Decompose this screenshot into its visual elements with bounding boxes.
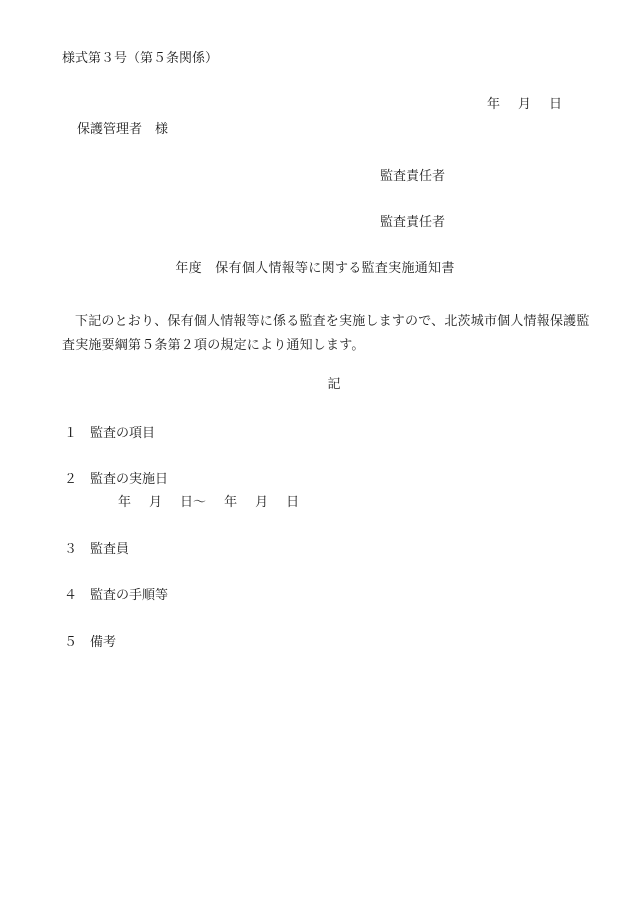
period-start-month: 月 <box>149 495 163 510</box>
form-number: 様式第３号（第５条関係） <box>62 51 219 66</box>
item-number: １ <box>64 426 78 441</box>
item-audit-date <box>64 473 168 486</box>
item-auditors <box>64 543 129 556</box>
body-text: 下記のとおり、保有個人情報等に係る監査を実施しますので、北茨城市個人情報保護監査実施要綱第５条第２項の規定により通知します。 <box>62 314 590 353</box>
period-start-day: 日 <box>180 495 194 510</box>
period-end-month: 月 <box>255 495 269 510</box>
period-end-year: 年 <box>224 495 238 510</box>
auditor-label-2: 監査責任者 <box>380 215 446 230</box>
date-year: 年 <box>487 97 501 112</box>
item-label: 監査の実施日 <box>90 472 169 487</box>
period-tilde: ～ <box>193 495 207 510</box>
auditor-label-1: 監査責任者 <box>380 169 446 184</box>
date-day: 日 <box>549 97 563 112</box>
period-start-year: 年 <box>118 495 132 510</box>
period-end-day: 日 <box>286 495 300 510</box>
ki-heading: 記 <box>327 377 341 392</box>
item-label: 監査員 <box>90 542 130 557</box>
item-remarks <box>64 636 116 649</box>
item-label: 備考 <box>90 635 117 650</box>
date-line <box>487 98 562 111</box>
item-audit-procedure <box>64 589 168 602</box>
item-number: ３ <box>64 542 78 557</box>
item-audit-subject <box>64 427 155 440</box>
audit-period <box>118 496 299 509</box>
item-label: 監査の項目 <box>90 426 156 441</box>
date-month: 月 <box>518 97 532 112</box>
item-label: 監査の手順等 <box>90 588 169 603</box>
document-title: 年度 保有個人情報等に関する監査実施通知書 <box>175 261 455 276</box>
item-number: ５ <box>64 635 78 650</box>
addressee: 保護管理者 様 <box>77 122 169 137</box>
item-number: ４ <box>64 588 78 603</box>
item-number: ２ <box>64 472 78 487</box>
